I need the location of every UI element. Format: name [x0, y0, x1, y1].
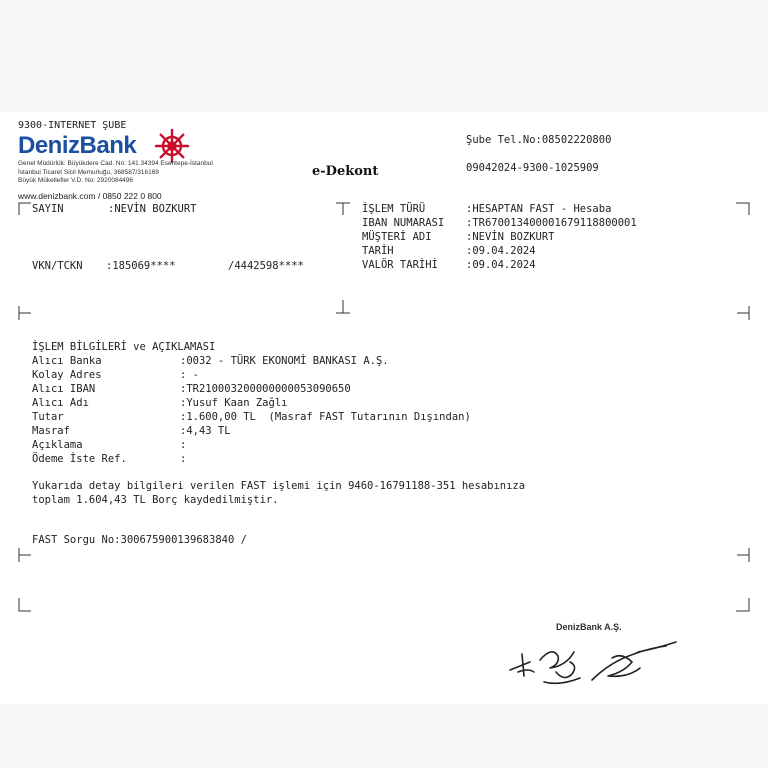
- corner-mark: [736, 548, 750, 562]
- fast-query-number: FAST Sorgu No:300675900139683840 /: [32, 534, 247, 546]
- receipt-document: [0, 112, 768, 704]
- signature-company: DenizBank A.Ş.: [556, 622, 622, 632]
- corner-mark: [18, 202, 32, 216]
- tax-id-label: VKN/TCKN: [32, 260, 83, 272]
- field-value: :09.04.2024: [466, 259, 536, 271]
- detail-label: Tutar: [32, 411, 64, 423]
- field-value: :HESAPTAN FAST - Hesaba: [466, 203, 612, 215]
- bank-website: www.denizbank.com / 0850 222 0 800: [18, 191, 162, 201]
- recipient-label: SAYIN: [32, 203, 64, 215]
- detail-label: Açıklama: [32, 439, 83, 451]
- tax-id-value-2: /4442598****: [228, 260, 304, 272]
- address-line: Büyük Mükellefler V.D. No: 2920084496: [18, 177, 134, 184]
- detail-label: Alıcı Banka: [32, 355, 102, 367]
- corner-mark: [736, 598, 750, 612]
- corner-mark: [736, 306, 750, 320]
- detail-label: Alıcı Adı: [32, 397, 89, 409]
- field-label: İŞLEM TÜRÜ: [362, 203, 426, 215]
- branch-phone: Şube Tel.No:08502220800: [466, 134, 612, 146]
- ship-wheel-icon: [152, 128, 192, 164]
- logo-text: DenizBank: [18, 132, 137, 159]
- detail-value: :Yusuf Kaan Zağlı: [180, 397, 288, 409]
- address-line: Genel Müdürlük: Büyükdere Cad. No: 141 34394 Esentepe-İstanbul: [18, 160, 213, 167]
- corner-mark: [736, 202, 750, 216]
- summary-line: toplam 1.604,43 TL Borç kaydedilmiştir.: [32, 494, 279, 506]
- recipient-value: :NEVİN BOZKURT: [108, 203, 197, 215]
- detail-label: Masraf: [32, 425, 70, 437]
- signature-image: [500, 632, 690, 692]
- detail-value: : -: [180, 369, 199, 381]
- corner-mark: [336, 300, 350, 314]
- corner-mark: [18, 598, 32, 612]
- corner-mark: [18, 306, 32, 320]
- document-title: e-Dekont: [312, 164, 379, 179]
- corner-mark: [336, 202, 350, 216]
- denizbank-logo: [18, 130, 198, 164]
- address-line: İstanbul Ticaret Sicil Memurluğu, 368587/316169: [18, 168, 159, 176]
- field-value: :TR670013400001679118800001: [466, 217, 637, 229]
- detail-label: Kolay Adres: [32, 369, 102, 381]
- field-label: MÜŞTERİ ADI: [362, 231, 432, 243]
- detail-label: Ödeme İste Ref.: [32, 453, 127, 465]
- field-label: VALÖR TARİHİ: [362, 259, 438, 271]
- reference-number: 09042024-9300-1025909: [466, 162, 599, 174]
- summary-line: Yukarıda detay bilgileri verilen FAST işlemi için 9460-16791188-351 hesabınıza: [32, 480, 526, 492]
- details-title: İŞLEM BİLGİLERİ ve AÇIKLAMASI: [32, 341, 216, 353]
- branch-name: 9300-INTERNET ŞUBE: [18, 120, 127, 131]
- field-value: :NEVİN BOZKURT: [466, 231, 555, 243]
- detail-label: Alıcı IBAN: [32, 383, 96, 395]
- corner-mark: [18, 548, 32, 562]
- detail-value: :: [180, 453, 187, 465]
- detail-value: :: [180, 439, 187, 451]
- bank-address: [18, 160, 213, 186]
- tax-id-value: :185069****: [106, 260, 176, 272]
- detail-value: :TR210003200000000053090650: [180, 383, 351, 395]
- field-label: IBAN NUMARASI: [362, 217, 445, 229]
- detail-value: :1.600,00 TL (Masraf FAST Tutarının Dışından): [180, 411, 471, 423]
- field-value: :09.04.2024: [466, 245, 536, 257]
- detail-value: :0032 - TÜRK EKONOMİ BANKASI A.Ş.: [180, 355, 389, 367]
- field-label: TARİH: [362, 245, 394, 257]
- detail-value: :4,43 TL: [180, 425, 231, 437]
